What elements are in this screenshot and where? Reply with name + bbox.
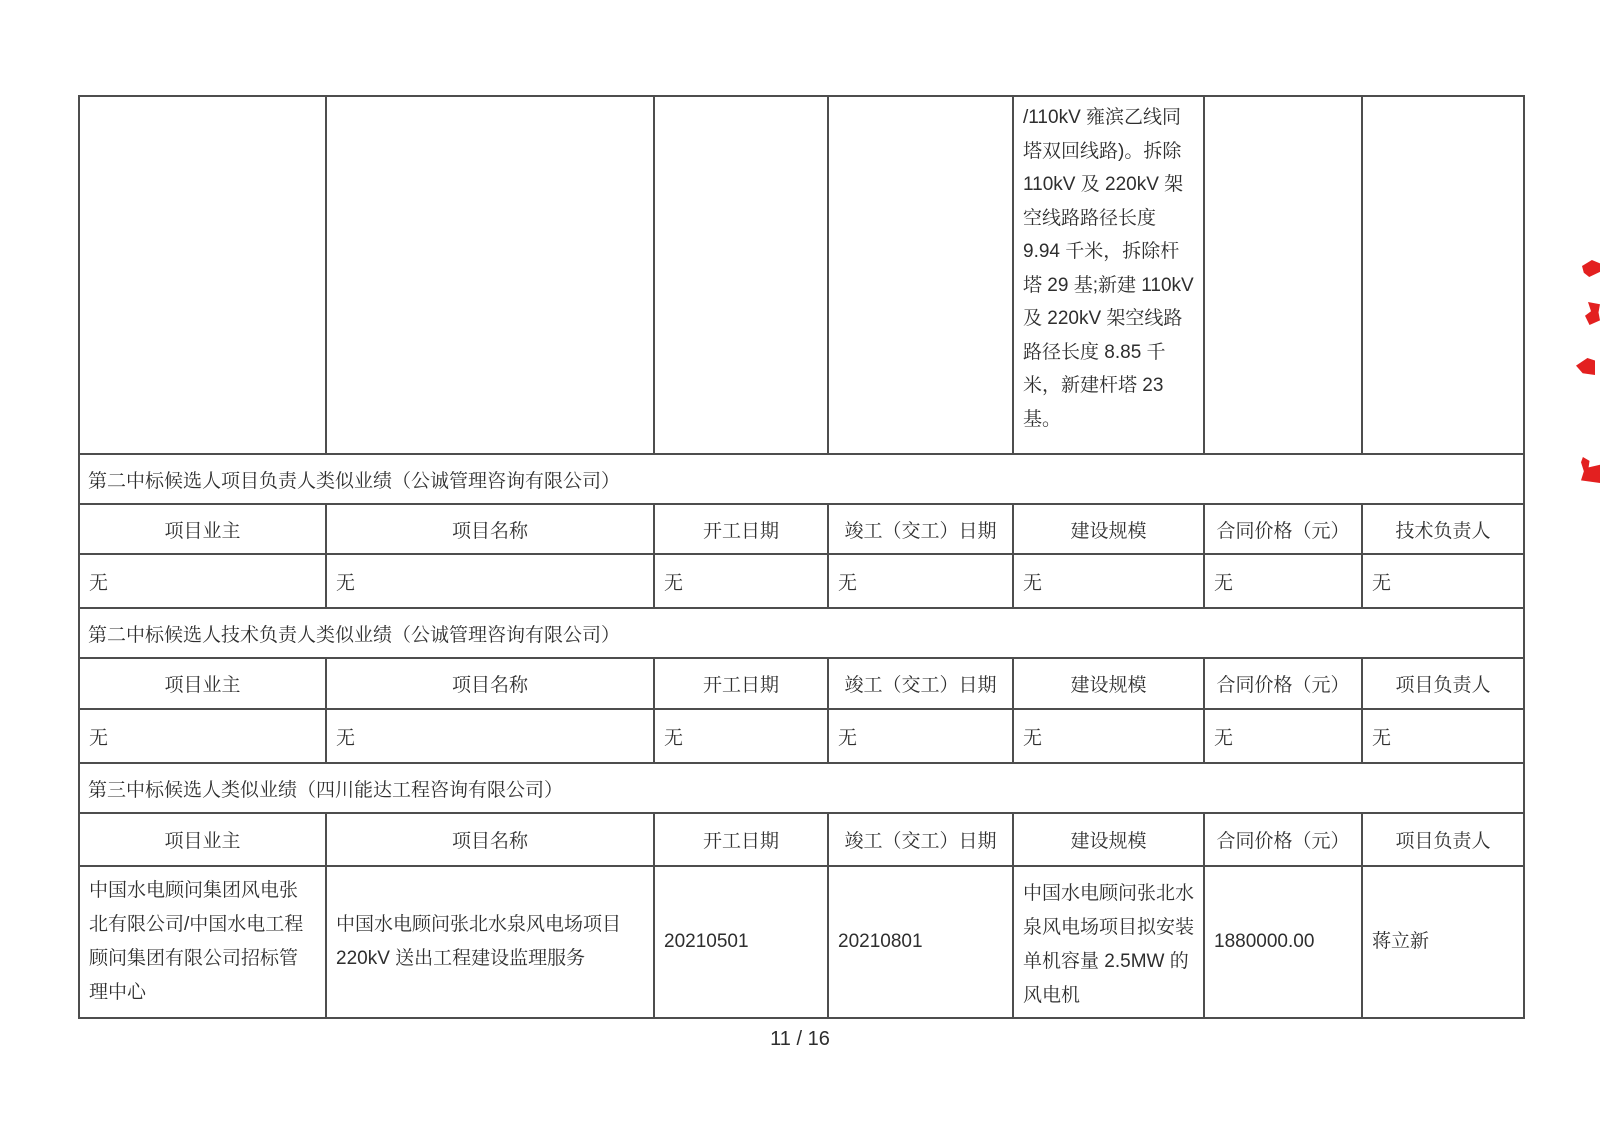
col-header-project: 项目名称 xyxy=(326,504,654,554)
table-row xyxy=(79,709,1524,763)
section-title: 第二中标候选人项目负责人类似业绩（公诚管理咨询有限公司） xyxy=(79,454,1524,504)
cell-price-empty xyxy=(1204,96,1362,454)
cell-start-date: 无 xyxy=(654,554,828,608)
cell-scale: 中国水电顾问张北水泉风电场项目拟安装单机容量 2.5MW 的风电机 xyxy=(1013,866,1204,1018)
col-header-leader: 技术负责人 xyxy=(1362,504,1524,554)
cell-price: 无 xyxy=(1204,554,1362,608)
cell-start-date: 20210501 xyxy=(654,866,828,1018)
col-header-owner: 项目业主 xyxy=(79,658,326,709)
col-header-completion-date: 竣工（交工）日期 xyxy=(828,813,1013,866)
cell-completion-date: 20210801 xyxy=(828,866,1013,1018)
table-row-continuation xyxy=(79,96,1524,454)
cell-scale-continuation: /110kV 雍滨乙线同塔双回线路)。拆除 110kV 及 220kV 架空线路路径长度 9.94 千米，拆除杆塔 29 基;新建 110kV 及 220kV 架空线路路径长度 8.85 千米，新建杆塔 23 基。 xyxy=(1013,96,1204,454)
cell-leader: 无 xyxy=(1362,709,1524,763)
cell-owner: 无 xyxy=(79,554,326,608)
cell-leader: 无 xyxy=(1362,554,1524,608)
table-row xyxy=(79,554,1524,608)
cell-project: 无 xyxy=(326,554,654,608)
cell-enddate-empty xyxy=(828,96,1013,454)
col-header-start-date: 开工日期 xyxy=(654,504,828,554)
cell-project: 无 xyxy=(326,709,654,763)
cell-owner: 中国水电顾问集团风电张北有限公司/中国水电工程顾问集团有限公司招标管理中心 xyxy=(79,866,326,1018)
col-header-scale: 建设规模 xyxy=(1013,813,1204,866)
cell-leader: 蒋立新 xyxy=(1362,866,1524,1018)
col-header-owner: 项目业主 xyxy=(79,504,326,554)
page-number: 11 / 16 xyxy=(770,1028,830,1050)
col-header-project: 项目名称 xyxy=(326,658,654,709)
red-seal-fragment-icon xyxy=(1585,302,1600,325)
section-title-row xyxy=(79,763,1524,813)
cell-startdate-empty xyxy=(654,96,828,454)
cell-scale: 无 xyxy=(1013,709,1204,763)
red-seal-fragment-icon xyxy=(1581,457,1600,483)
section-title-row xyxy=(79,608,1524,658)
col-header-price: 合同价格（元） xyxy=(1204,658,1362,709)
cell-leader-empty xyxy=(1362,96,1524,454)
col-header-scale: 建设规模 xyxy=(1013,658,1204,709)
section-title: 第二中标候选人技术负责人类似业绩（公诚管理咨询有限公司） xyxy=(79,608,1524,658)
cell-project-empty xyxy=(326,96,654,454)
col-header-completion-date: 竣工（交工）日期 xyxy=(828,658,1013,709)
cell-project: 中国水电顾问张北水泉风电场项目220kV 送出工程建设监理服务 xyxy=(326,866,654,1018)
col-header-leader: 项目负责人 xyxy=(1362,658,1524,709)
cell-owner-empty xyxy=(79,96,326,454)
col-header-scale: 建设规模 xyxy=(1013,504,1204,554)
cell-completion-date: 无 xyxy=(828,709,1013,763)
cell-scale: 无 xyxy=(1013,554,1204,608)
table-header-row xyxy=(79,504,1524,554)
col-header-completion-date: 竣工（交工）日期 xyxy=(828,504,1013,554)
section-title-row xyxy=(79,454,1524,504)
cell-completion-date: 无 xyxy=(828,554,1013,608)
section-title: 第三中标候选人类似业绩（四川能达工程咨询有限公司） xyxy=(79,763,1524,813)
col-header-price: 合同价格（元） xyxy=(1204,813,1362,866)
table-row xyxy=(79,866,1524,1018)
col-header-start-date: 开工日期 xyxy=(654,813,828,866)
col-header-project: 项目名称 xyxy=(326,813,654,866)
cell-price: 1880000.00 xyxy=(1204,866,1362,1018)
table-header-row xyxy=(79,813,1524,866)
table-header-row xyxy=(79,658,1524,709)
bid-results-table xyxy=(78,95,1525,1019)
cell-price: 无 xyxy=(1204,709,1362,763)
cell-owner: 无 xyxy=(79,709,326,763)
cell-start-date: 无 xyxy=(654,709,828,763)
red-seal-fragment-icon xyxy=(1582,260,1600,277)
col-header-owner: 项目业主 xyxy=(79,813,326,866)
col-header-leader: 项目负责人 xyxy=(1362,813,1524,866)
red-seal-fragment-icon xyxy=(1576,358,1595,375)
col-header-start-date: 开工日期 xyxy=(654,658,828,709)
col-header-price: 合同价格（元） xyxy=(1204,504,1362,554)
